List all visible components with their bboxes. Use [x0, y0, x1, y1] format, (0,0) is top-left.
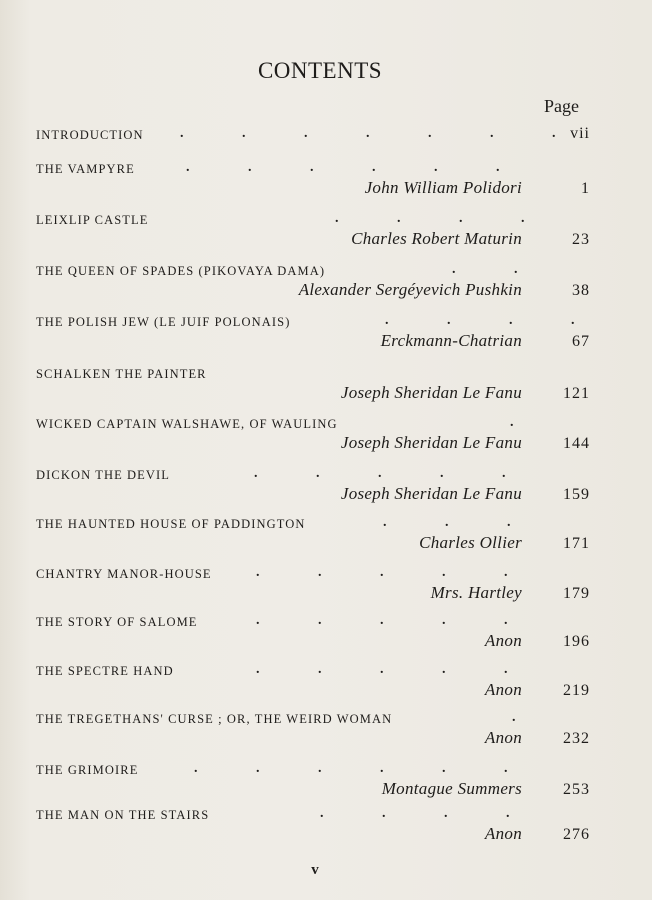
entry-author: Erckmann-Chatrian: [380, 331, 522, 350]
entry-title: THE MAN ON THE STAIRS: [36, 808, 210, 822]
toc-entry: [0, 567, 652, 617]
entry-title: CHANTRY MANOR-HOUSE: [36, 567, 212, 581]
entry-author: Anon: [484, 680, 522, 699]
entry-title: THE QUEEN OF SPADES (PIKOVAYA DAMA): [36, 264, 326, 278]
entry-author: Anon: [484, 728, 522, 747]
entry-page: 232: [563, 730, 590, 747]
entry-author: Anon: [484, 824, 522, 843]
entry-title: THE VAMPYRE: [36, 162, 135, 176]
leader-dots: . . . . .: [254, 466, 506, 481]
entry-author: Joseph Sheridan Le Fanu: [340, 484, 522, 503]
entry-title: LEIXLIP CASTLE: [36, 213, 149, 227]
toc-entry: [0, 712, 652, 762]
entry-page: 219: [563, 682, 590, 699]
leader-dots: . . . .: [385, 313, 575, 328]
entry-author: Montague Summers: [381, 779, 522, 798]
page-title: CONTENTS: [257, 58, 383, 83]
leader-dots: . . . .: [320, 806, 510, 821]
entry-title: THE POLISH JEW (LE JUIF POLONAIS): [36, 315, 291, 329]
page-column-label: Page: [544, 96, 579, 116]
entry-title: THE SPECTRE HAND: [36, 664, 174, 678]
toc-entry: [0, 615, 652, 665]
entry-title: THE TREGETHANS' CURSE ; OR, THE WEIRD WOMAN: [36, 712, 393, 726]
entry-title: THE GRIMOIRE: [36, 763, 139, 777]
entry-author: Mrs. Hartley: [430, 583, 522, 602]
entry-author: Anon: [484, 631, 522, 650]
entry-page: 276: [563, 826, 590, 843]
toc-entry: [0, 417, 652, 467]
entry-page: 171: [563, 535, 590, 552]
leader-dots: . . . . . .: [186, 160, 500, 175]
leader-dots: . . . . . .: [194, 761, 508, 776]
page-number: v: [311, 862, 319, 878]
entry-title: SCHALKEN THE PAINTER: [36, 367, 207, 381]
entry-title: DICKON THE DEVIL: [36, 468, 171, 482]
leader-dots: . . . . . . .: [180, 126, 556, 141]
leader-dots: . . . . .: [256, 662, 508, 677]
entry-title: THE HAUNTED HOUSE OF PADDINGTON: [36, 517, 306, 531]
leader-dots: . . .: [383, 515, 511, 530]
entry-title: THE STORY OF SALOME: [36, 615, 198, 629]
entry-title: WICKED CAPTAIN WALSHAWE, OF WAULING: [36, 417, 338, 431]
entry-author: Charles Ollier: [419, 533, 522, 552]
entry-author: Joseph Sheridan Le Fanu: [340, 433, 522, 452]
toc-entry: [0, 808, 652, 858]
toc-entry: [0, 468, 652, 518]
toc-entry: [0, 664, 652, 714]
toc-entry: [0, 517, 652, 567]
entry-title: INTRODUCTION: [36, 128, 144, 142]
entry-author: Charles Robert Maturin: [351, 229, 522, 248]
entry-page: 23: [572, 231, 590, 248]
toc-entry: [0, 213, 652, 263]
leader-dots: . . . . .: [256, 613, 508, 628]
entry-page: 1: [581, 180, 590, 197]
leader-dots: .: [512, 710, 516, 725]
entry-page: 179: [563, 585, 590, 602]
entry-author: John William Polidori: [364, 178, 522, 197]
leader-dots: . . . .: [335, 211, 525, 226]
entry-page: vii: [570, 125, 590, 142]
toc-entry: [0, 367, 652, 417]
entry-page: 67: [572, 333, 590, 350]
entry-page: 196: [563, 633, 590, 650]
toc-entry: [0, 264, 652, 314]
leader-dots: .: [510, 415, 514, 430]
toc-entry: [0, 315, 652, 365]
leader-dots: . .: [452, 262, 518, 277]
toc-entry: [0, 162, 652, 212]
entry-page: 38: [572, 282, 590, 299]
entry-page: 159: [563, 486, 590, 503]
entry-author: Joseph Sheridan Le Fanu: [340, 383, 522, 402]
entry-page: 144: [563, 435, 590, 452]
entry-author: Alexander Sergéyevich Pushkin: [298, 280, 522, 299]
leader-dots: . . . . .: [256, 565, 508, 580]
entry-page: 121: [563, 385, 590, 402]
entry-page: 253: [563, 781, 590, 798]
